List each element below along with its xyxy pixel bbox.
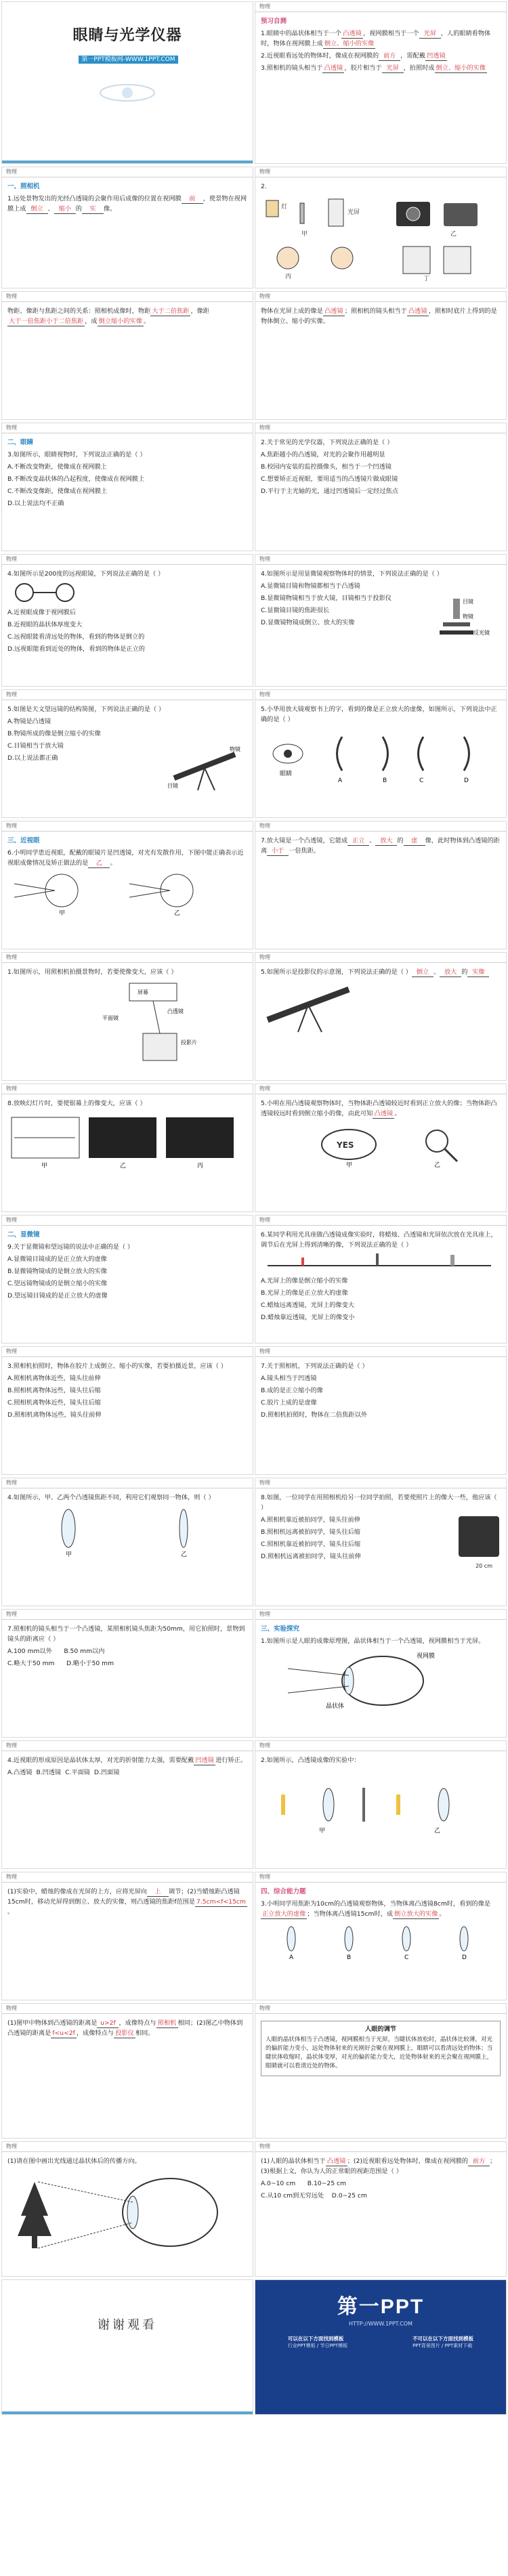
slide-label: 物理 <box>2 1478 253 1488</box>
question-text: 1.如图所示是人眼的成像原理图，晶状体相当于一个凸透镜，视网膜相当于光屏。 <box>261 1637 485 1645</box>
night-photo-figure <box>7 1111 245 1172</box>
option-b: B.显微镜物镜相当于放大镜，目镜相当于投影仪 <box>261 595 391 602</box>
slide-25 <box>1 1609 253 1738</box>
option-b: B.物镜所成的像是倒立缩小的实像 <box>7 730 101 737</box>
slide-7 <box>1 423 253 551</box>
slide-15 <box>1 952 253 1081</box>
brand-url[interactable]: HTTP://WWW.1PPT.COM <box>349 2321 412 2327</box>
slide-11 <box>1 689 253 818</box>
slide-label: 物理 <box>255 2 506 12</box>
question-text: 7.照相机的镜头相当于一个凸透镜，某照相机镜头焦距为50mm，用它拍照时，景物到镜头的距离应（ ） <box>7 1625 245 1643</box>
option-d: D.望远镜目镜成的是正立放大的虚像 <box>7 1292 108 1300</box>
question-text: 4.如图所示，甲、乙两个凸透镜焦距不同，利用它们观察同一物体，则（ ） <box>7 1494 215 1501</box>
slide-preview <box>255 1 507 164</box>
telescope-figure <box>167 744 249 792</box>
option-c: C.照相机靠近被拍同学，镜头往后缩 <box>261 1541 361 1548</box>
question-number: 2. <box>261 183 267 190</box>
option-b: B.显微镜物镜成的是倒立放大的实像 <box>7 1268 108 1275</box>
options-row-1: A.0~10 cm B.10~25 cm <box>261 2180 346 2187</box>
question-text: 4.如图所示是200度的远视眼镜，下列说法正确的是（ ） <box>7 570 165 578</box>
slide-30 <box>255 1872 507 2000</box>
experiment-figure <box>261 194 498 282</box>
slide-label: 物理 <box>255 1347 506 1357</box>
footer-bar <box>2 160 253 163</box>
option-c: C.显微镜目镜的焦距很长 <box>261 607 330 614</box>
slide-label: 物理 <box>255 555 506 565</box>
label-eyepiece: 目镜 <box>167 783 178 789</box>
slide-label: 物理 <box>2 821 253 832</box>
question-text: 4.如图所示是用显微镜观察物体时的情景，下列说法正确的是（ ） <box>261 570 443 578</box>
camera-image <box>459 1516 499 1557</box>
slide-label: 物理 <box>255 167 506 177</box>
label-b: B <box>383 777 387 784</box>
question-text: (1)请在图中画出光线通过晶状体后的传播方向。 <box>7 2158 141 2165</box>
section-heading: 二、显微镜 <box>7 1231 40 1239</box>
slide-16 <box>255 952 507 1081</box>
option-d: D.以上说法均不正确 <box>7 500 64 507</box>
option-a: A.显微镜目镜成的是正立放大的虚像 <box>7 1255 107 1263</box>
question-text: 物距、像距与焦距之间的关系：照相机成像时，物距 大于二倍焦距 ，像距大于一倍焦距小于二倍焦距 ，成 倒立缩小的实像 。 <box>7 307 209 325</box>
slide-18 <box>255 1083 507 1212</box>
label-jia: 甲 <box>319 1828 326 1834</box>
brand-col-1: 可以在以下方面找到模板 行业PPT模板 / 节日PPT模板 <box>287 2336 348 2348</box>
label-yi: 乙 <box>120 1163 127 1169</box>
question-text: (1)图甲中物体到凸透镜的距离是 u>2f ，成像特点与 照相机 相同；(2)图乙中物体到凸透镜的距离是 f<u<2f ，成像特点与 投影仪 相同。 <box>7 2019 243 2037</box>
title-decoration <box>87 66 168 113</box>
brand-logo: 第一PPT <box>337 2296 425 2318</box>
slide-23 <box>1 1478 253 1606</box>
slide-4 <box>255 167 507 288</box>
slide-label: 物理 <box>2 690 253 700</box>
label-lamp: 灯 <box>281 204 288 211</box>
option-d: D.显微镜物镜成倒立、放大的实像 <box>261 619 355 626</box>
label-screen: 屏幕 <box>137 989 148 995</box>
label-lens: 晶状体 <box>326 1703 345 1709</box>
question-text: 1.如图所示，用照相机拍摄景物时，若要使像变大，应该（ ） <box>7 968 177 976</box>
glasses-figure <box>7 581 82 604</box>
slide-26 <box>255 1609 507 1738</box>
option-c: C.想要矫正近视眼，要用适当的凸透镜片做成眼镜 <box>261 475 398 483</box>
scale-label: 20 cm <box>475 1563 492 1569</box>
option-c: C.照相机离物体近些，镜头往后缩 <box>7 1399 101 1407</box>
label-d: D <box>464 777 469 784</box>
slide-brand <box>255 2279 507 2415</box>
slide-label: 物理 <box>2 292 253 302</box>
slide-label: 物理 <box>2 423 253 433</box>
slide-21 <box>1 1346 253 1475</box>
reading-box <box>261 2021 501 2076</box>
eye-structure-figure <box>261 1648 498 1709</box>
options-row: A.凸透镜 B.凹透镜 C.平面镜 D.凹面镜 <box>7 1769 120 1776</box>
slide-label: 物理 <box>255 292 506 302</box>
question-text: 6.小明同学患近视眼，配戴的眼镜片是凹透镜，对光有发散作用，下图中能正确表示近视眼成像情况及矫正做法的是 乙 。 <box>7 849 244 867</box>
options-row-2: C.略大于50 mm D.略小于50 mm <box>7 1660 114 1667</box>
label-objective: 物镜 <box>230 746 240 752</box>
option-b: B.不断改变晶状体的凸起程度，使像成在视网膜上 <box>7 475 145 483</box>
option-d: D.照相机远离被拍同学，镜头往前伸 <box>261 1553 361 1560</box>
question-text: 5.如图所示是投影仪的示意图，下列说法正确的是（ ） 倒立 、 放大 的 实像 <box>261 967 501 977</box>
slide-label: 物理 <box>255 1610 506 1620</box>
question-text: 5.小华用放大镜观察书上的字，看到的像是正立放大的虚像，如图所示，下列说法中正确的是（ ） <box>261 706 497 723</box>
slide-label: 物理 <box>255 690 506 700</box>
slide-label: 物理 <box>255 1478 506 1488</box>
section-heading: 四、综合能力题 <box>261 1888 306 1895</box>
option-a: A.显微镜目镜和物镜都相当于凸透镜 <box>261 582 360 590</box>
option-c: C.目镜相当于放大镜 <box>7 742 64 750</box>
question-text: 5.小明在用凸透镜观察物体时，当物体距凸透镜较近时看到正立放大的像；当物体距凸透镜较远时看到倒立缩小的像，由此可知 凸透镜 。 <box>261 1100 497 1117</box>
label-jia: 甲 <box>41 1163 48 1169</box>
label-d: D <box>462 1954 467 1961</box>
slide-3 <box>1 167 253 288</box>
option-b: B.光屏上的像是正立放大的虚像 <box>261 1289 348 1297</box>
question-text: 5.如图是天文望远镜的结构简图，下列说法正确的是（ ） <box>7 706 165 713</box>
option-b: B.成的是正立缩小的像 <box>261 1387 323 1394</box>
label-slide: 投影片 <box>181 1039 197 1046</box>
slide-8 <box>255 423 507 551</box>
section-tag: 预习自测 <box>261 18 287 25</box>
label-yi: 乙 <box>181 1551 188 1558</box>
label-objective: 物镜 <box>463 614 473 620</box>
question-text: 物体在光屏上成的像是 凸透镜 ；照相机的镜头相当于 凸透镜 ，照相时底片上得到的是物体倒立、缩小的实像。 <box>261 307 497 325</box>
lens-options-figure <box>261 727 498 788</box>
label-c: C <box>419 777 424 784</box>
slide-17 <box>1 1083 253 1212</box>
question-text: 6.某同学利用光具座做凸透镜成像实验时，将蜡烛、凸透镜和光屏依次放在光具座上，调节后在光屏上得到清晰的像，下列说法正确的是（ ） <box>261 1231 497 1249</box>
option-d: D.照相机拍照时，物体在二倍焦距以外 <box>261 1411 367 1419</box>
label-mirror: 平面镜 <box>102 1015 119 1021</box>
question-text: 8.放映幻灯片时，要使银幕上的像变大，应该（ ） <box>7 1100 146 1107</box>
thanks-text: 谢谢观看 <box>98 2318 157 2332</box>
label-yi: 乙 <box>434 1162 441 1168</box>
question-text: 7.关于照相机，下列说法正确的是（ ） <box>261 1362 368 1370</box>
label-jia: 甲 <box>346 1162 353 1168</box>
optical-bench-figure <box>261 1252 498 1272</box>
slide-label: 物理 <box>2 2004 253 2014</box>
question-text: 3.如图所示，眼睛视物时，下列说法正确的是（ ） <box>7 451 146 458</box>
slide-19 <box>1 1215 253 1344</box>
slide-22 <box>255 1346 507 1475</box>
footer-bar <box>2 2411 253 2414</box>
label-jia: 甲 <box>66 1551 72 1558</box>
question-text: 7.放大镜是一个凸透镜，它能成 正立 、 放大 的 虚 像，此时物体到凸透镜的距离 小于 一倍焦距。 <box>261 837 500 855</box>
option-d: D.平行于主光轴的光，通过凹透镜后一定经过焦点 <box>261 488 398 495</box>
slide-label: 物理 <box>255 1216 506 1226</box>
option-a: A.照相机靠近被拍同学，镜头往前伸 <box>261 1516 360 1524</box>
option-a: A.物镜是凸透镜 <box>7 718 51 725</box>
label-mirror: 反光镜 <box>473 630 490 636</box>
label-yi: 乙 <box>450 231 457 238</box>
magnifier-figure <box>261 1121 498 1168</box>
option-c: C.远视眼能看清远处的物体，看到的物体是倒立的 <box>7 633 145 641</box>
option-a: A.近视眼成像于视网膜后 <box>7 609 76 616</box>
option-c: C.不断改变像距，使像成在视网膜上 <box>7 488 108 495</box>
slide-13 <box>1 821 253 949</box>
question-1: 1.眼睛中的晶状体相当于一个 凸透镜 ，视网膜相当于一个 光屏 ，人的眼睛看物体时，物体在视网膜上成 倒立、缩小的实像 <box>261 30 491 47</box>
label-lens: 凸透镜 <box>167 1008 184 1014</box>
label-a: A <box>338 777 343 784</box>
slide-label: 物理 <box>255 2004 506 2014</box>
option-a: A.光屏上的像是倒立缩小的实像 <box>261 1277 348 1285</box>
option-a: A.镜头相当于凹透镜 <box>261 1375 317 1382</box>
option-b: B.近视眼的晶状体厚度变大 <box>7 621 83 628</box>
section-heading: 二、眼睛 <box>7 439 34 446</box>
slide-5 <box>1 291 253 420</box>
slide-label: 物理 <box>2 1347 253 1357</box>
slide-label: 物理 <box>2 167 253 177</box>
myopia-figure <box>7 870 245 918</box>
label-jia: 甲 <box>301 231 308 238</box>
option-a: A.照相机离物体近些，镜头往前伸 <box>7 1375 101 1382</box>
question-text: (1)人眼的晶状体相当于 凸透镜 ；(2)近视眼看远处物体时，像成在视网膜的 前方 ；(3)根据上文，你认为人的正常眼的视距范围是（ ） <box>261 2158 496 2175</box>
reading-title: 人眼的调节 <box>365 2025 396 2033</box>
option-d: D.以上说法都正确 <box>7 754 58 762</box>
candle-lens-figure <box>261 1767 498 1835</box>
option-b: B.照相机远离被拍同学，镜头往后缩 <box>261 1528 361 1536</box>
slide-label: 物理 <box>2 1216 253 1226</box>
slide-label: 物理 <box>255 953 506 963</box>
question-text: 2.关于常见的光学仪器，下列说法正确的是（ ） <box>261 439 394 446</box>
slide-34 <box>255 2141 507 2277</box>
label-b: B <box>347 1954 352 1961</box>
label-eyepiece: 目镜 <box>463 599 473 605</box>
options-row-1: A.100 mm以外 B.50 mm以内 <box>7 1648 105 1655</box>
label-screen: 光屏 <box>347 209 360 216</box>
label-a: A <box>289 1954 294 1961</box>
slide-10 <box>255 554 507 687</box>
page-title: 眼睛与光学仪器 <box>72 26 182 44</box>
option-d: D.远视眼能看到近处的物体，看到的物体是正立的 <box>7 645 145 653</box>
slide-29 <box>1 1872 253 2000</box>
label-ding: 丁 <box>423 276 430 282</box>
label-bing: 丙 <box>197 1163 204 1169</box>
slide-31 <box>1 2003 253 2139</box>
slide-label: 物理 <box>2 953 253 963</box>
option-a: A.不断改变物距，使像成在视网膜上 <box>7 463 107 471</box>
label-c: C <box>404 1954 409 1961</box>
label-retina: 视网膜 <box>417 1653 436 1660</box>
question-3: 3.照相机的镜头相当于 凸透镜 ，胶片相当于 光屏 ，拍照时成 倒立、缩小的实像 <box>261 64 486 72</box>
option-b: B.照相机离物体远些，镜头往后缩 <box>7 1387 101 1394</box>
slide-24 <box>255 1478 507 1606</box>
slide-label: 物理 <box>255 423 506 433</box>
slide-label: 物理 <box>255 1872 506 1883</box>
slide-32 <box>255 2003 507 2139</box>
label-yi: 乙 <box>174 910 181 917</box>
label-jia: 甲 <box>59 910 66 917</box>
slide-6 <box>255 291 507 420</box>
slide-label: 物理 <box>2 2142 253 2152</box>
slide-label: 物理 <box>255 2142 506 2152</box>
slide-33 <box>1 2141 253 2277</box>
reading-text: 人眼的晶状体相当于凸透镜，视网膜相当于光屏。当睫状体放松时，晶状体比较薄，对光的偏折能力变小，远处物体射来的光刚好会聚在视网膜上，眼睛可以看清远处的物体；当睫状体收缩时，晶状体变厚，对光的偏折能力变大，近处物体射来的光会聚在视网膜上，眼睛就可以看清近处的物体。 <box>266 2036 493 2069</box>
question-text: 8.如图，一位同学在用照相机给另一位同学拍照，若要使照片上的像大一些，他应该（ ） <box>261 1494 497 1511</box>
options-row-2: C.从10 cm到无穷远处 D.0~25 cm <box>261 2192 367 2199</box>
lens-compare-figure <box>7 1505 245 1559</box>
slide-label: 物理 <box>2 1741 253 1751</box>
question-text: 4.近视眼的形成原因是晶状体太厚，对光的折射能力太强，需要配戴 凹透镜 进行矫正。 <box>7 1757 247 1764</box>
svg-text:YES: YES <box>337 1140 354 1150</box>
question-text: 3.小明同学用焦距为10cm的凸透镜观察物体，当物体离凸透镜8cm时，看到的像是正立放大的虚像 ；当物体离凸透镜15cm时，成 倒立放大的实像 。 <box>261 1900 491 1918</box>
question-text: 1.远处景物发出的光经凸透镜的会聚作用后成像的位置在视网膜 前 ，使景物在视网膜上成 倒立 、 缩小 的 实 像。 <box>7 195 247 213</box>
slide-27 <box>1 1740 253 1869</box>
option-c: C.蜡烛远离透镜，光屏上的像变大 <box>261 1302 354 1309</box>
question-text: (1)实验中，蜡烛的像成在光屏的上方，应将光屏向 上 调节；(2)当蜡烛距凸透镜15cm时，移动光屏得到倒立、放大的实像，则凸透镜的焦距f范围是 7.5cm<f<15cm。 <box>7 1888 246 1916</box>
brand-col-2: 不可以在以下方面找到模板 PPT背景图片 / PPT素材下载 <box>412 2336 474 2348</box>
option-c: C.望远镜物镜成的是倒立缩小的实像 <box>7 1280 108 1287</box>
projector-figure <box>7 979 245 1067</box>
question-text: 2.如图所示，凸透镜成像的实验中： <box>261 1757 360 1764</box>
slide-9 <box>1 554 253 687</box>
option-a: A.焦距越小的凸透镜，对光的会聚作用越明显 <box>261 451 385 458</box>
label-bing: 丙 <box>285 274 292 280</box>
slide-label: 物理 <box>255 1084 506 1094</box>
section-heading: 三、近视眼 <box>7 837 40 844</box>
tree-eye-figure <box>7 2168 245 2256</box>
label-yi: 乙 <box>434 1828 441 1834</box>
slide-title <box>1 1 253 164</box>
subtitle: 第一PPT模板网-WWW.1PPT.COM <box>2 54 253 63</box>
label-eye: 眼睛 <box>280 771 293 777</box>
slide-28 <box>255 1740 507 1869</box>
option-b: B.校园内安装的监控摄像头，相当于一个凹透镜 <box>261 463 391 471</box>
question-text: 9.关于显微镜和望远镜的说法中正确的是（ ） <box>7 1243 134 1251</box>
section-heading: 一、照相机 <box>7 183 40 190</box>
slide-label: 物理 <box>2 1872 253 1883</box>
slide-12 <box>255 689 507 818</box>
option-d: D.照相机离物体远些，镜头往前伸 <box>7 1411 102 1419</box>
brand-columns <box>255 2335 506 2350</box>
section-heading: 三、实验探究 <box>261 1625 300 1633</box>
slide-label: 物理 <box>2 1610 253 1620</box>
ray-options-figure <box>261 1921 498 1962</box>
slide-thanks <box>1 2279 253 2415</box>
slide-label: 物理 <box>2 1084 253 1094</box>
question-text: 3.照相机拍照时，物体在胶片上成倒立、缩小的实像，若要拍摄近景，应该（ ） <box>7 1362 228 1370</box>
question-2: 2.近视眼看远处的物体时，像成在视网膜的 前方 ，需配戴 凹透镜 <box>261 51 501 61</box>
microscope-figure <box>419 595 501 636</box>
slide-20 <box>255 1215 507 1344</box>
option-d: D.蜡烛靠近透镜，光屏上的像变小 <box>261 1314 355 1321</box>
telescope-figure-2 <box>261 979 362 1033</box>
option-c: C.胶片上成的是虚像 <box>261 1399 317 1407</box>
slide-label: 物理 <box>255 1741 506 1751</box>
slide-label: 物理 <box>2 555 253 565</box>
slide-label: 物理 <box>255 821 506 832</box>
slide-14 <box>255 821 507 949</box>
